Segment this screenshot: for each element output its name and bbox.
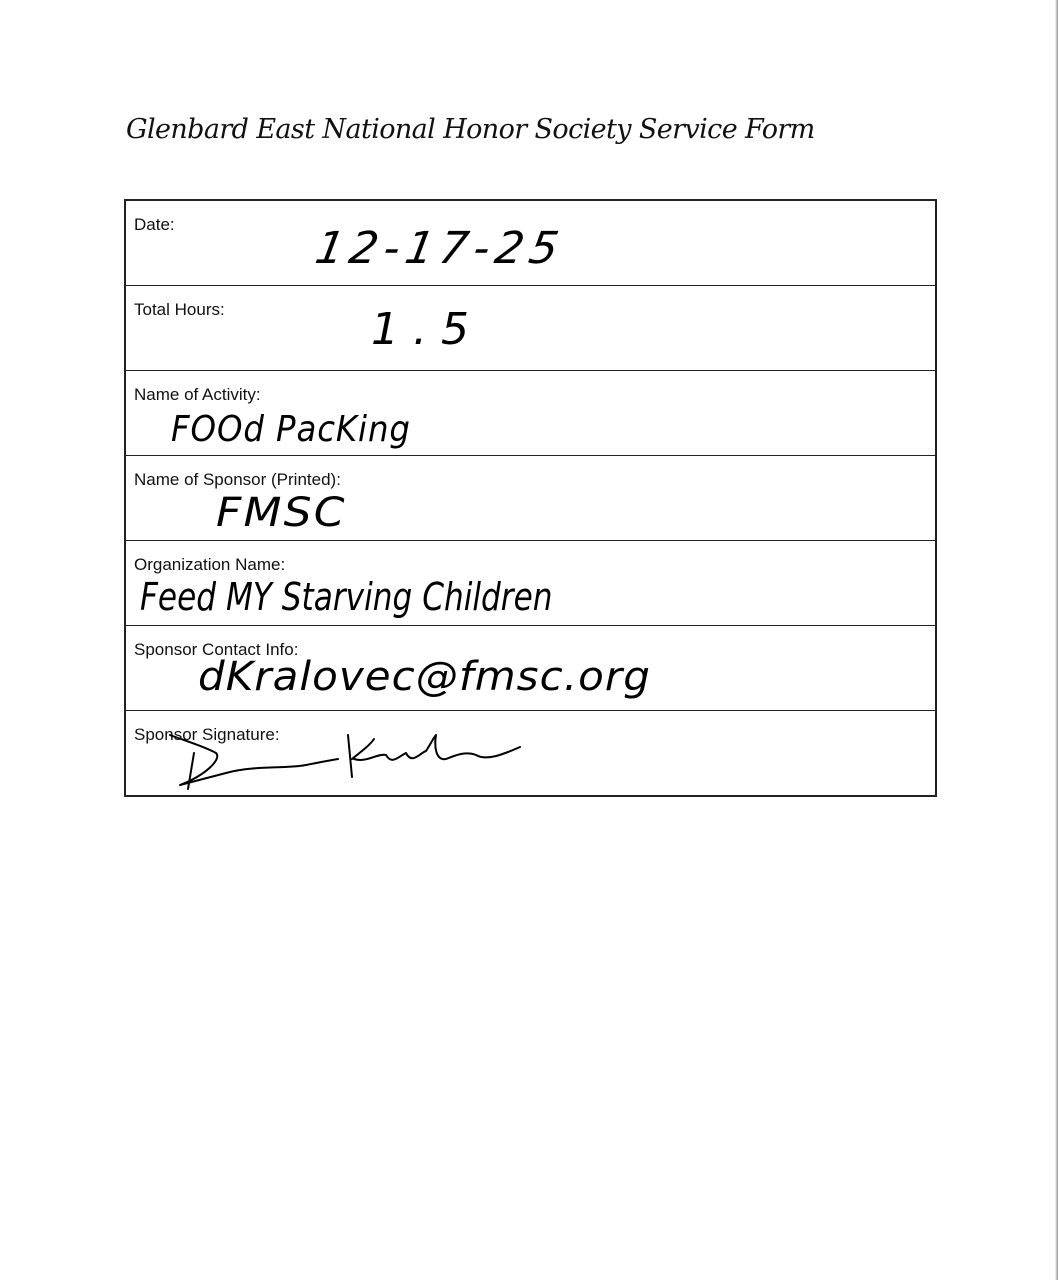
activity-row	[126, 371, 935, 456]
contact-row	[126, 626, 935, 711]
organization-handwritten-value: Feed MY Starving Children	[140, 575, 553, 619]
organization-label: Organization Name:	[134, 555, 286, 574]
date-handwritten-value: 12-17-25	[311, 223, 569, 274]
sponsor-printed-row	[126, 456, 935, 541]
contact-handwritten-value: dKralovec@fmsc.org	[198, 654, 651, 700]
total-hours-row	[126, 286, 935, 371]
date-label: Date:	[134, 215, 175, 234]
total-hours-handwritten-value: 1.5	[371, 304, 483, 355]
form-title: Glenbard East National Honor Society Service Form	[126, 114, 815, 145]
signature-row	[126, 711, 935, 795]
sponsor-printed-handwritten-value: FMSC	[216, 490, 347, 536]
date-row	[126, 201, 935, 286]
activity-label: Name of Activity:	[134, 385, 261, 404]
contact-label: Sponsor Contact Info:	[134, 640, 299, 659]
service-form-table	[124, 199, 937, 797]
sponsor-signature-drawing	[166, 725, 586, 791]
activity-handwritten-value: FOOd PacKing	[171, 409, 411, 450]
sponsor-printed-label: Name of Sponsor (Printed):	[134, 470, 341, 489]
organization-row	[126, 541, 935, 626]
signature-label: Sponsor Signature:	[134, 725, 280, 744]
total-hours-label: Total Hours:	[134, 300, 225, 319]
